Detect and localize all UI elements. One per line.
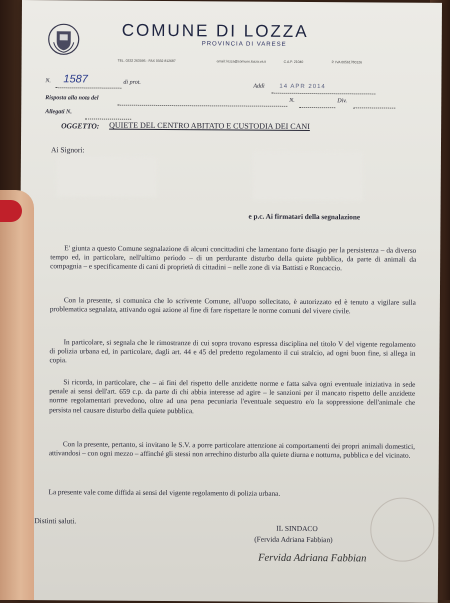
n2-line	[299, 107, 335, 108]
date-stamp: 14 APR 2014	[279, 83, 326, 91]
fingernail	[0, 200, 22, 222]
province-name: PROVINCIA DI VARESE	[201, 41, 287, 48]
coat-of-arms-icon	[48, 22, 80, 56]
letter-page	[18, 0, 442, 603]
allegati-label: Allegati N.	[45, 109, 72, 116]
vat-number: P. IVA 00561780126	[331, 60, 363, 65]
paragraph-3: In particolare, si segnala che le rimostranze di cui sopra trovano espressa disciplina nel titolo V del vigente regolamento di polizia urbana ed, in particolare, dagli art. 44 e 45 del predetto regolamento il cui stralcio, ad ogni buon fine, si allega in copia.	[49, 338, 416, 365]
redacted-recipients-left	[57, 156, 157, 197]
n2-label: N.	[289, 97, 295, 104]
risposta-label: Risposta alla nota del	[45, 95, 99, 102]
holding-hand	[0, 190, 34, 600]
risposta-line	[117, 105, 287, 107]
n-label: N.	[45, 78, 51, 85]
paragraph-5: Con la presente, pertanto, si invitano le S.V. a porre particolare attenzione ai comportamenti dei propri animali domestici, attivandosi – con ogni mezzo – affinché gli stessi non arrechino disturbo alla quiete diurna e notturna, pubblica e del vicinato.	[48, 440, 415, 460]
official-seal-icon	[370, 497, 434, 561]
mayor-role: IL SINDACO	[276, 523, 318, 534]
mayor-name: (Fervida Adriana Fabbian)	[254, 534, 333, 545]
paragraph-6: La presente vale come diffida ai sensi del vigente regolamento di polizia urbana.	[48, 488, 281, 498]
date-line	[271, 93, 375, 95]
phone-fax: TEL. 0332 263095 - FAX 0332 812687	[117, 58, 176, 64]
subject-text: QUIETE DEL CENTRO ABITATO E CUSTODIA DEI CANI	[109, 120, 310, 132]
redacted-recipients-right	[253, 152, 363, 201]
recipients-label: Ai Signori:	[50, 145, 85, 155]
allegati-line	[85, 118, 131, 119]
subject-label: OGGETTO:	[61, 121, 100, 131]
protocol-number: 1587	[63, 73, 88, 86]
greeting: Distinti saluti.	[34, 516, 77, 526]
cc-recipients: e p.c. Ai firmatari della segnalazione	[248, 212, 361, 222]
municipality-title: COMUNE DI LOZZA	[121, 20, 309, 42]
postal-code: C.A.P. 21040	[283, 59, 304, 64]
div-label: Div.	[337, 98, 348, 105]
div-line	[353, 107, 395, 108]
paragraph-2: Con la presente, si comunica che lo scrivente Comune, all'uopo sollecitato, è autorizzato ed è tenuto a vigilare sulla problematica segnalata, attivando ogni azione al fine di fare rispettare le norme comuni del vivere civile.	[49, 296, 416, 316]
prot-label: di prot.	[123, 79, 141, 86]
handwritten-signature: Fervida Adriana Fabbian	[258, 552, 367, 565]
addi-label: Addì	[253, 83, 265, 90]
paragraph-1: E' giunta a questo Comune segnalazione di alcuni concittadini che lamentano forte disagio per la persistenza – da diverso tempo ed, in particolare, nell'ultimo periodo – di un perdurante disturbo della quiete pubblica, da parte di animali da compagnia – e specificamente di cani di proprietà di cittadini – nelle zone di via Battisti e Roncaccio.	[50, 244, 417, 273]
email-address: email: lozza@comune.lozza.va.it	[216, 59, 267, 64]
prot-line	[55, 87, 121, 88]
paragraph-4: Si ricorda, in particolare, che – ai fini del rispetto delle anzidette norme e fatta salva ogni eventuale iniziativa in sede penale ai sensi dell'art. 659 c.p. da parte di chi abbia interesse ad agire – le sanzioni per il mancato rispetto delle anzidette norme regolamentari prevedono, oltre ad una pena pecuniaria l'eventuale sequestro e/o la soppressione dell'animale che persista nel causare disturbo della quiete pubblica.	[49, 378, 416, 415]
